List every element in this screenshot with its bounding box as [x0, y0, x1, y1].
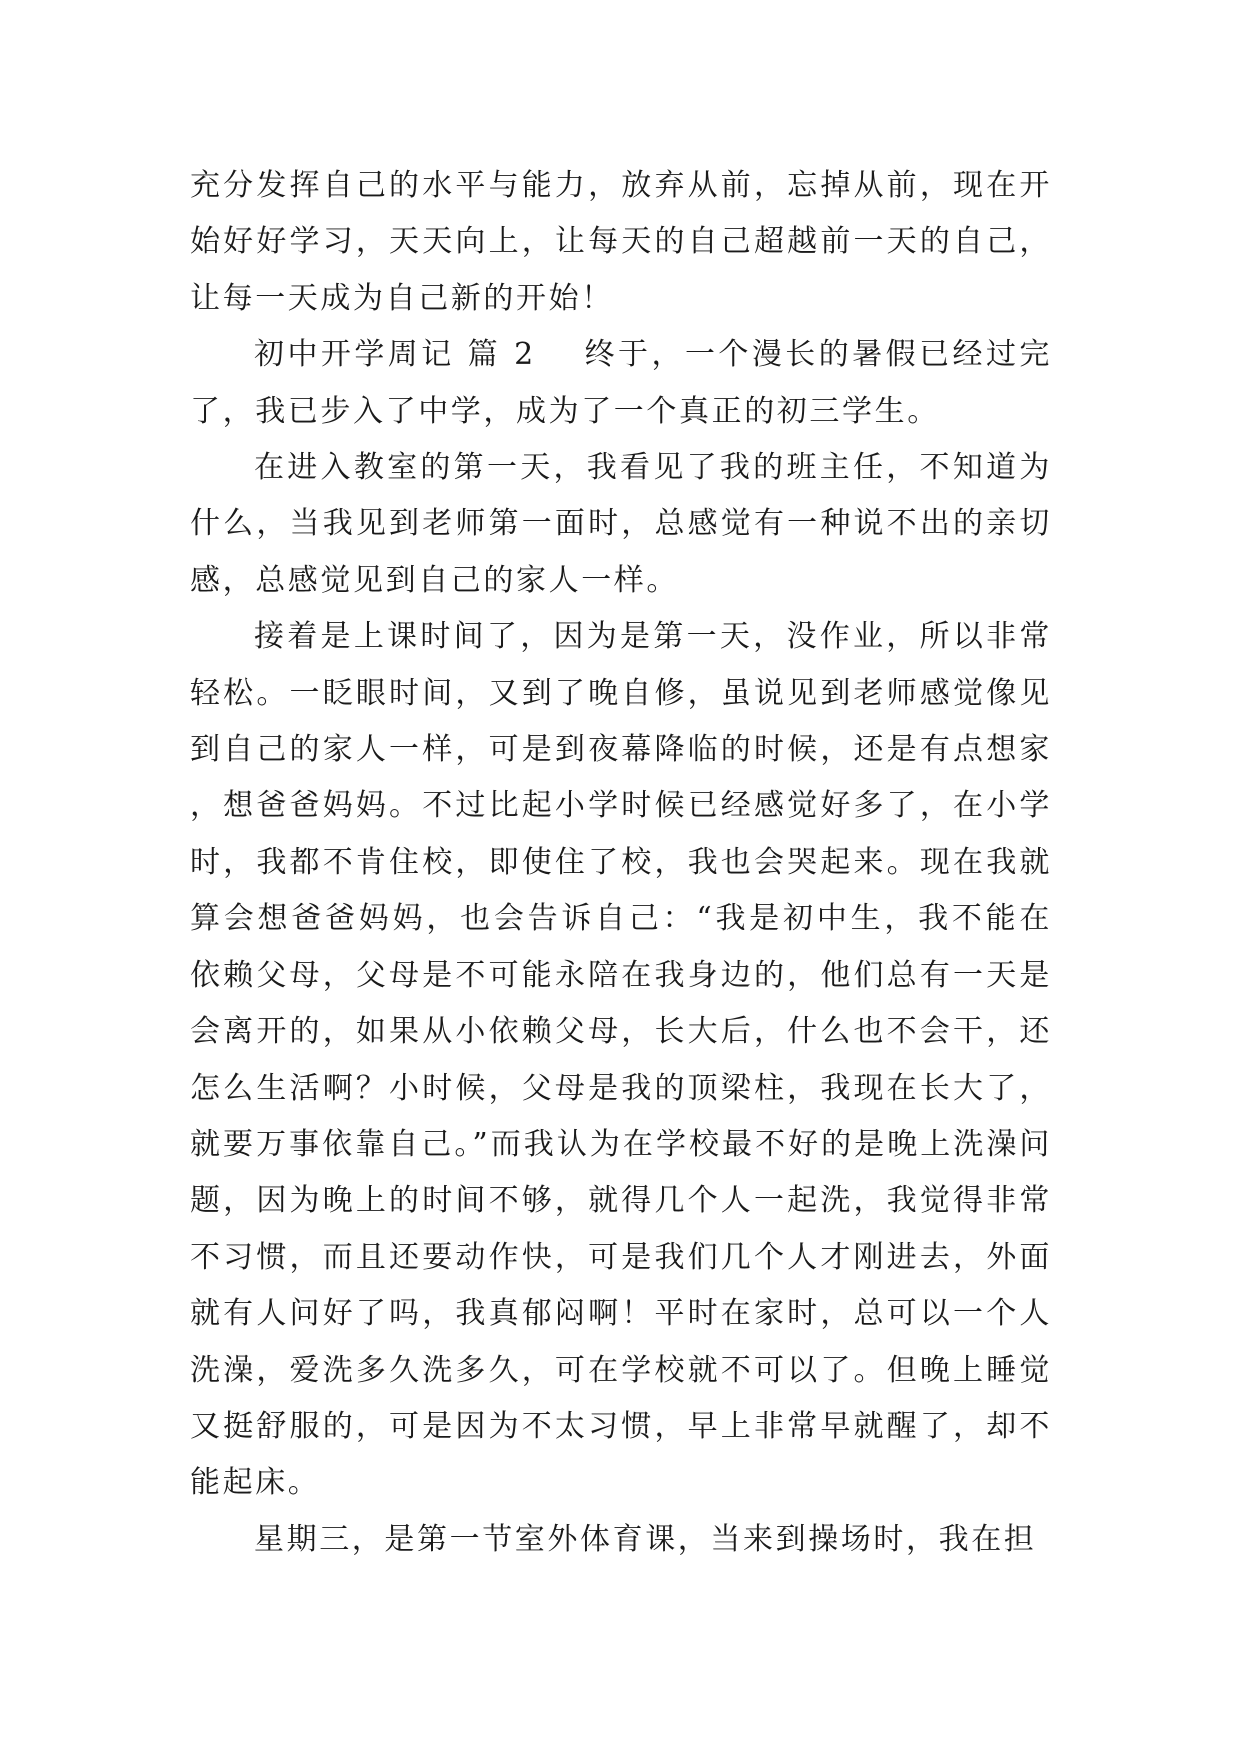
document-body: [190, 158, 1052, 1568]
paragraph-1: 充分发挥自己的水平与能力，放弃从前，忘掉从前，现在开始好好学习，天天向上，让每天的自己超越前一天的自己，让每一天成为自己新的开始！: [190, 168, 1052, 316]
paragraph-3: 接着是上课时间了，因为是第一天，没作业，所以非常轻松。一眨眼时间，又到了晚自修，虽说见到老师感觉像见到自己的家人一样，可是到夜幕降临的时候，还是有点想家，想爸爸妈妈。不过比起小学时候已经感觉好多了，在小学时，我都不肯住校，即使住了校，我也会哭起来。现在我就算会想爸爸妈妈，也会告诉自己：“我是初中生，我不能在依赖父母，父母是不可能永陪在我身边的，他们总有一天是会离开的，如果从小依赖父母，长大后，什么也不会干，还怎么生活啊？小时候，父母是我的顶梁柱，我现在长大了，就要万事依靠自己。”而我认为在学校最不好的是晚上洗澡问题，因为晚上的时间不够，就得几个人一起洗，我觉得非常不习惯，而且还要动作快，可是我们几个人才刚进去，外面就有人问好了吗，我真郁闷啊！平时在家时，总可以一个人洗澡，爱洗多久洗多久，可在学校就不可以了。但晚上睡觉又挺舒服的，可是因为不太习惯，早上非常早就醒了，却不能起床。: [190, 619, 1052, 1501]
paragraph-4: 星期三，是第一节室外体育课，当来到操场时，我在担: [254, 1521, 1037, 1557]
paragraph-2: 在进入教室的第一天，我看见了我的班主任，不知道为什么，当我见到老师第一面时，总感觉有一种说不出的亲切感，总感觉见到自己的家人一样。: [190, 450, 1052, 598]
section-title: 初中开学周记 篇 2: [254, 337, 536, 373]
section-heading-paragraph: [190, 327, 1052, 440]
section-first-text: 终于，一个漫长的暑假已经过完了，我已步入了中学，成为了一个真正的初三学生。: [190, 337, 1052, 429]
